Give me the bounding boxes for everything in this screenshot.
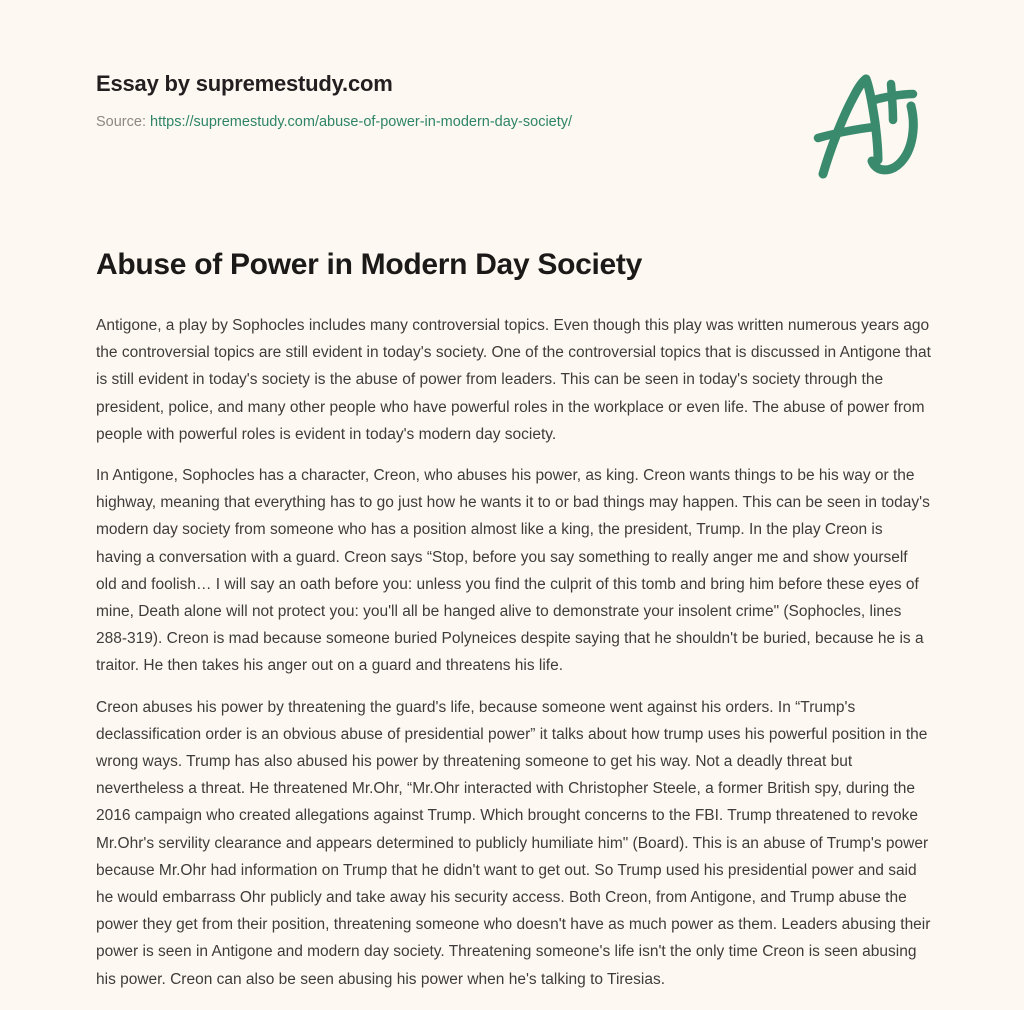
source-url-link[interactable]: https://supremestudy.com/abuse-of-power-in-modern-day-society/ bbox=[150, 114, 573, 130]
page-header bbox=[0, 0, 1024, 200]
paragraph: Creon abuses his power by threatening the guard's life, because someone went against his orders. In “Trump's declassification order is an obvious abuse of presidential power” it talks about how trump uses his powerful position in the wrong ways. Trump has also abused his power by threatening someone to get his way. Not a deadly threat but nevertheless a threat. He threatened Mr.Ohr, “Mr.Ohr interacted with Christopher Steele, a former British spy, during the 2016 campaign who created allegations against Trump. Which brought concerns to the FBI. Trump threatened to revoke Mr.Ohr's servility clearance and appears determined to publicly humiliate him" (Board). This is an abuse of Trump's power because Mr.Ohr had information on Trump that he didn't want to get out. So Trump used his presidential power and said he would embarrass Ohr publicly and take away his security access. Both Creon, from Antigone, and Trump abuse the power they get from their position, threatening someone who doesn't have as much power as them. Leaders abusing their power is seen in Antigone and modern day society. Threatening someone's life isn't the only time Creon is seen abusing his power. Creon can also be seen abusing his power when he's talking to Tiresias. bbox=[96, 698, 931, 988]
supremestudy-logo[interactable] bbox=[812, 62, 928, 180]
article-body bbox=[96, 284, 932, 993]
article bbox=[96, 246, 932, 993]
a-plus-logo-icon bbox=[812, 62, 928, 180]
brand-block bbox=[96, 70, 796, 132]
source-label: Source: bbox=[96, 114, 146, 130]
essay-by-heading: Essay by supremestudy.com bbox=[96, 71, 393, 96]
page-title: Abuse of Power in Modern Day Society bbox=[96, 248, 642, 281]
source-line bbox=[96, 98, 796, 132]
paragraph: In Antigone, Sophocles has a character, Creon, who abuses his power, as king. Creon wants things to be his way or the highway, meaning that everything has to go just how he wants it to or bad things may happen. This can be seen in today's modern day society from someone who has a position almost like a king, the president, Trump. In the play Creon is having a conversation with a guard. Creon says “Stop, before you say something to really anger me and show yourself old and foolish… I will say an oath before you: unless you find the culprit of this tomb and bring him before these eyes of mine, Death alone will not protect you: you'll all be hanged alive to demonstrate your insolent crime" (Sophocles, lines 288-319). Creon is mad because someone buried Polyneices despite saying that he shouldn't be buried, because he is a traitor. He then takes his anger out on a guard and threatens his life. bbox=[96, 467, 930, 675]
paragraph: Antigone, a play by Sophocles includes many controversial topics. Even though this play was written numerous years ago the controversial topics are still evident in today's society. One of the controversial topics that is discussed in Antigone that is still evident in today's society is the abuse of power from leaders. This can be seen in today's society through the president, police, and many other people who have powerful roles in the workplace or even life. The abuse of power from people with powerful roles is evident in today's modern day society. bbox=[96, 317, 931, 443]
